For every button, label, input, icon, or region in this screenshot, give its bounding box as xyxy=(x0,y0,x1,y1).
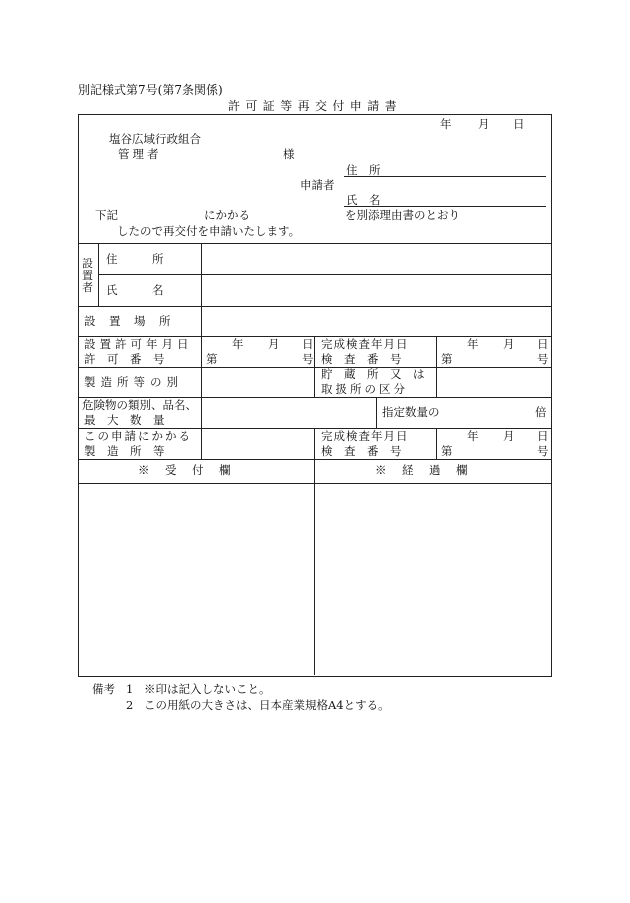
reception-header: ※ 受 付 欄 xyxy=(138,463,233,477)
col-divider xyxy=(314,336,315,397)
form-title: 許可証等再交付申請書 xyxy=(228,99,403,113)
addressee-honorific: 様 xyxy=(283,147,295,161)
applicant-name-label: 氏 名 xyxy=(346,193,381,207)
completion-month[interactable]: 月 xyxy=(503,337,515,351)
col-divider xyxy=(98,243,99,306)
form-frame xyxy=(78,114,552,677)
row-divider xyxy=(98,274,551,275)
applicant-label: 申請者 xyxy=(300,178,335,192)
hazmat-label-2: 最 大 数 量 xyxy=(84,413,165,427)
completion2-day[interactable]: 日 xyxy=(537,429,549,443)
note-number-1: 1 xyxy=(126,682,134,696)
row-divider xyxy=(78,243,551,244)
addressee-org: 塩谷広域行政組合 xyxy=(109,132,201,146)
inspection-gou[interactable]: 号 xyxy=(537,352,549,366)
completion-date-label: 完成検査年月日 xyxy=(321,337,409,351)
inspection2-dai[interactable]: 第 xyxy=(441,444,453,458)
col-divider xyxy=(376,397,377,428)
permit-gou[interactable]: 号 xyxy=(302,352,314,366)
body-line2: したので再交付を申請いたします。 xyxy=(117,224,301,238)
location-label: 設 置 場 所 xyxy=(84,314,172,328)
note-text-2: この用紙の大きさは、日本産業規格A4とする。 xyxy=(144,698,390,712)
permit-month[interactable]: 月 xyxy=(268,337,280,351)
installer-name-label: 氏 名 xyxy=(106,283,164,297)
completion-day[interactable]: 日 xyxy=(537,337,549,351)
body-suffix: を別添理由書のとおり xyxy=(345,208,460,222)
hazmat-label-1: 危険物の類別、品名、 xyxy=(82,398,197,412)
inspection-dai[interactable]: 第 xyxy=(441,352,453,366)
permit-day[interactable]: 日 xyxy=(302,337,314,351)
row-divider xyxy=(78,306,551,307)
date-day[interactable]: 日 xyxy=(513,117,525,131)
note-text-1: ※印は記入しないこと。 xyxy=(144,682,271,696)
permit-dai[interactable]: 第 xyxy=(206,352,218,366)
body-prefix: 下記 xyxy=(95,208,118,222)
date-year[interactable]: 年 xyxy=(440,117,452,131)
designated-qty-label: 指定数量の xyxy=(382,405,440,419)
installer-group-label: 設置者 xyxy=(82,257,93,294)
col-divider xyxy=(201,428,202,459)
addressee-manager: 管理者 xyxy=(118,147,162,161)
inspection2-gou[interactable]: 号 xyxy=(537,444,549,458)
installer-address-label: 住 所 xyxy=(106,252,164,266)
times-unit[interactable]: 倍 xyxy=(535,405,547,419)
storage-label-2: 取扱所の区分 xyxy=(321,382,408,396)
completion-date-label-2: 完成検査年月日 xyxy=(321,429,409,443)
completion2-year[interactable]: 年 xyxy=(467,429,479,443)
applicant-address-line[interactable] xyxy=(344,176,546,177)
notes-label: 備考 xyxy=(92,682,115,696)
completion2-month[interactable]: 月 xyxy=(503,429,515,443)
col-divider xyxy=(314,428,315,675)
this-app-label-1: この申請にかかる xyxy=(84,429,192,443)
form-reference: 別記様式第7号(第7条関係) xyxy=(78,83,223,97)
note-number-2: 2 xyxy=(126,698,134,712)
body-middle: にかかる xyxy=(204,208,250,222)
storage-label-1: 貯 蔵 所 又 は xyxy=(321,367,425,381)
inspection-no-label-2: 検 査 番 号 xyxy=(321,444,402,458)
inspection-no-label: 検 査 番 号 xyxy=(321,352,402,366)
facility-type-label: 製造所等の別 xyxy=(84,375,183,389)
applicant-name-line[interactable] xyxy=(344,206,546,207)
progress-header: ※ 経 過 欄 xyxy=(375,463,470,477)
col-divider xyxy=(201,243,202,428)
permit-year[interactable]: 年 xyxy=(232,337,244,351)
this-app-label-2: 製 造 所 等 xyxy=(84,444,165,458)
col-divider xyxy=(436,428,437,459)
completion-year[interactable]: 年 xyxy=(467,337,479,351)
col-divider xyxy=(436,336,437,397)
permit-date-label: 設置許可年月日 xyxy=(84,337,193,351)
date-month[interactable]: 月 xyxy=(478,117,490,131)
permit-no-label: 許 可 番 号 xyxy=(84,352,165,366)
applicant-address-label: 住 所 xyxy=(346,163,381,177)
